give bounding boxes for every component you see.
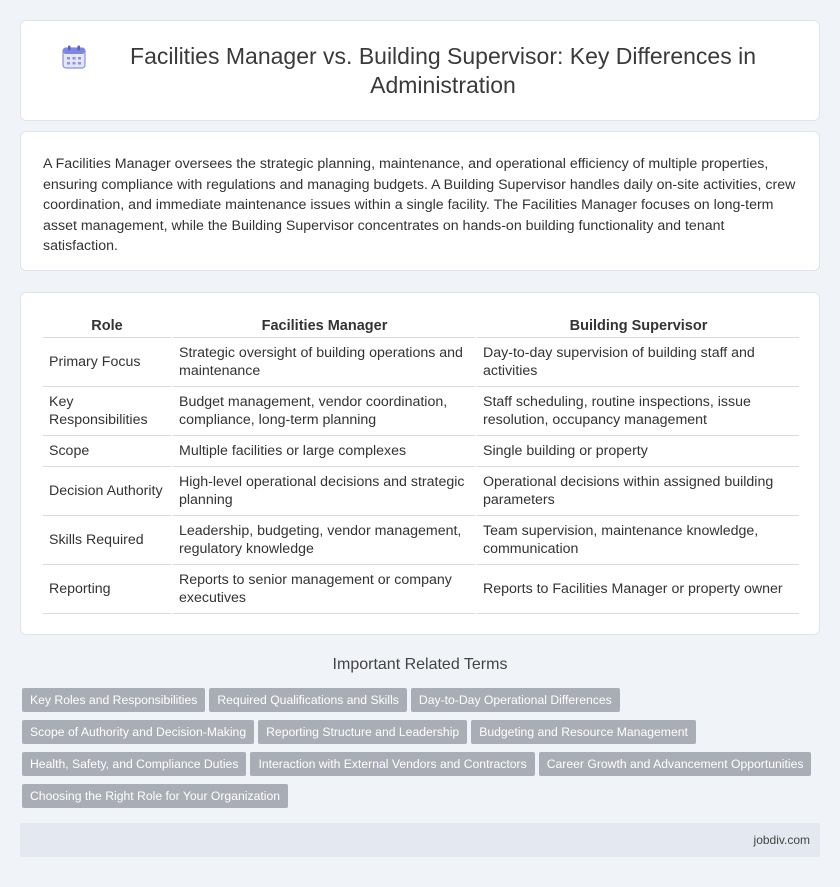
facilities-manager-cell: Strategic oversight of building operations and maintenance (171, 338, 475, 387)
term-tag[interactable]: Key Roles and Responsibilities (22, 688, 205, 712)
row-role: Key Responsibilities (43, 387, 171, 436)
term-tag[interactable]: Health, Safety, and Compliance Duties (22, 752, 246, 776)
building-supervisor-cell: Staff scheduling, routine inspections, issue resolution, occupancy management (475, 387, 799, 436)
term-tag[interactable]: Career Growth and Advancement Opportunities (539, 752, 812, 776)
term-tag[interactable]: Interaction with External Vendors and Contractors (250, 752, 534, 776)
term-tag[interactable]: Budgeting and Resource Management (471, 720, 696, 744)
facilities-manager-cell: Budget management, vendor coordination, compliance, long-term planning (171, 387, 475, 436)
summary-card (20, 131, 820, 271)
footer-site-link[interactable]: jobdiv.com (753, 833, 810, 847)
building-supervisor-cell: Single building or property (475, 436, 799, 467)
related-terms-title: Important Related Terms (332, 656, 508, 673)
term-tag[interactable]: Reporting Structure and Leadership (258, 720, 467, 744)
term-tag[interactable]: Required Qualifications and Skills (209, 688, 407, 712)
table-row (43, 338, 799, 387)
facilities-manager-cell: Multiple facilities or large complexes (171, 436, 475, 467)
table-header-row (43, 313, 799, 338)
row-role: Skills Required (43, 516, 171, 565)
building-supervisor-cell: Operational decisions within assigned building parameters (475, 467, 799, 516)
comparison-table (43, 313, 799, 614)
building-supervisor-cell: Team supervision, maintenance knowledge, communication (475, 516, 799, 565)
footer (20, 823, 820, 857)
column-header-building-supervisor: Building Supervisor (475, 313, 799, 338)
table-row (43, 467, 799, 516)
table-row (43, 436, 799, 467)
row-role: Reporting (43, 565, 171, 614)
table-row (43, 516, 799, 565)
building-supervisor-cell: Reports to Facilities Manager or property owner (475, 565, 799, 614)
row-role: Primary Focus (43, 338, 171, 387)
term-tag[interactable]: Scope of Authority and Decision-Making (22, 720, 254, 744)
facilities-manager-cell: High-level operational decisions and strategic planning (171, 467, 475, 516)
column-header-role: Role (43, 313, 171, 338)
summary-text: A Facilities Manager oversees the strategic planning, maintenance, and operational efficiency of multiple properties, ensuring compliance with regulations and managing budgets. A Building Supervisor handles daily on-site activities, crew coordination, and immediate maintenance issues within a single facility. The Facilities Manager focuses on long-term asset management, while the Building Supervisor concentrates on hands-on building functionality and tenant satisfaction. (43, 156, 796, 254)
row-role: Decision Authority (43, 467, 171, 516)
table-row (43, 565, 799, 614)
calendar-icon (61, 44, 87, 70)
facilities-manager-cell: Reports to senior management or company executives (171, 565, 475, 614)
row-role: Scope (43, 436, 171, 467)
page-title: Facilities Manager vs. Building Supervisor: Key Differences in Administration (130, 42, 756, 98)
facilities-manager-cell: Leadership, budgeting, vendor management, regulatory knowledge (171, 516, 475, 565)
related-terms-list (22, 688, 822, 816)
building-supervisor-cell: Day-to-day supervision of building staff and activities (475, 338, 799, 387)
header-card (20, 20, 820, 121)
table-row (43, 387, 799, 436)
comparison-table-card (20, 292, 820, 635)
column-header-facilities-manager: Facilities Manager (171, 313, 475, 338)
term-tag[interactable]: Day-to-Day Operational Differences (411, 688, 620, 712)
term-tag[interactable]: Choosing the Right Role for Your Organization (22, 784, 288, 808)
